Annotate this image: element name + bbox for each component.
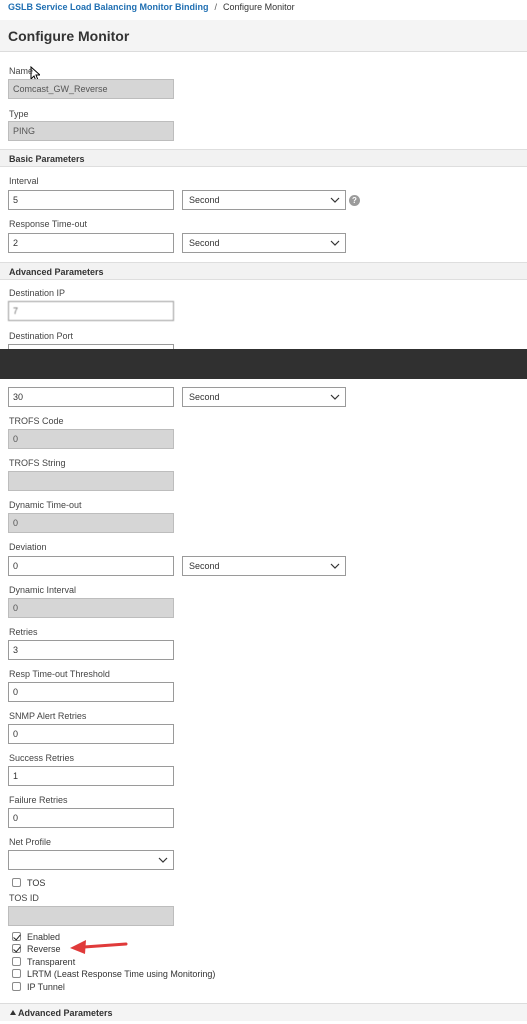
trofs-code-field: 0	[8, 429, 174, 449]
breadcrumb-parent-link[interactable]: GSLB Service Load Balancing Monitor Binding	[8, 2, 209, 12]
retries-input[interactable]: 3	[8, 640, 174, 660]
down-time-unit-select[interactable]	[182, 387, 346, 407]
tos-id-field	[8, 906, 174, 926]
deviation-label: Deviation	[9, 542, 47, 552]
advanced-parameters-toggle[interactable]	[0, 1003, 527, 1021]
lrtm-label: LRTM (Least Response Time using Monitoring)	[27, 968, 216, 979]
tos-id-label: TOS ID	[9, 893, 39, 903]
overlay-bar	[0, 349, 527, 379]
help-icon[interactable]: ?	[349, 195, 360, 206]
failure-retries-label: Failure Retries	[9, 795, 68, 805]
option-ip-tunnel-row[interactable]	[12, 981, 65, 992]
option-transparent-row[interactable]	[12, 956, 75, 967]
chevron-down-icon	[330, 195, 340, 205]
chevron-down-icon	[158, 855, 168, 865]
chevron-down-icon	[330, 392, 340, 402]
resp-timeout-threshold-label: Resp Time-out Threshold	[9, 669, 110, 679]
reverse-label: Reverse	[27, 943, 61, 954]
dynamic-timeout-label: Dynamic Time-out	[9, 500, 82, 510]
response-timeout-unit-select[interactable]	[182, 233, 346, 253]
trofs-code-label: TROFS Code	[9, 416, 64, 426]
enabled-label: Enabled	[27, 931, 61, 942]
down-time-input[interactable]: 30	[8, 387, 174, 407]
breadcrumb-separator: /	[214, 2, 218, 12]
net-profile-label: Net Profile	[9, 837, 52, 847]
transparent-label: Transparent	[27, 956, 76, 967]
interval-unit-select[interactable]	[182, 190, 346, 210]
ip-tunnel-label: IP Tunnel	[27, 981, 65, 992]
dynamic-timeout-field: 0	[8, 513, 174, 533]
chevron-down-icon	[330, 238, 340, 248]
response-timeout-input[interactable]: 2	[8, 233, 174, 253]
tos-checkbox-row[interactable]	[12, 877, 45, 888]
interval-input[interactable]: 5	[8, 190, 174, 210]
dynamic-interval-label: Dynamic Interval	[9, 585, 77, 595]
breadcrumb-current: Configure Monitor	[223, 2, 295, 12]
advanced-parameters-section	[0, 262, 527, 280]
interval-unit-value: Second	[189, 195, 220, 205]
snmp-alert-retries-input[interactable]: 0	[8, 724, 174, 744]
dynamic-interval-field: 0	[8, 598, 174, 618]
name-field: Comcast_GW_Reverse	[8, 79, 174, 99]
title-bar	[0, 20, 527, 52]
success-retries-label: Success Retries	[9, 753, 75, 763]
chevron-down-icon	[330, 561, 340, 571]
interval-label: Interval	[9, 176, 39, 186]
down-time-unit-value: Second	[189, 392, 220, 402]
lrtm-checkbox[interactable]	[12, 969, 21, 978]
net-profile-select[interactable]	[8, 850, 174, 870]
destination-port-label: Destination Port	[9, 331, 74, 341]
breadcrumb	[8, 2, 295, 12]
deviation-input[interactable]: 0	[8, 556, 174, 576]
type-label: Type	[9, 109, 29, 119]
enabled-checkbox[interactable]	[12, 932, 21, 941]
advanced-parameters-toggle-label: Advanced Parameters	[18, 1008, 113, 1018]
tos-checkbox[interactable]	[12, 878, 21, 887]
basic-parameters-title: Basic Parameters	[9, 154, 85, 164]
failure-retries-input[interactable]: 0	[8, 808, 174, 828]
name-label: Name	[9, 66, 34, 76]
response-timeout-label: Response Time-out	[9, 219, 88, 229]
snmp-alert-retries-label: SNMP Alert Retries	[9, 711, 87, 721]
deviation-unit-value: Second	[189, 561, 220, 571]
trofs-string-label: TROFS String	[9, 458, 66, 468]
response-timeout-unit-value: Second	[189, 238, 220, 248]
ip-tunnel-checkbox[interactable]	[12, 982, 21, 991]
destination-ip-input[interactable]: 7	[8, 301, 174, 321]
deviation-unit-select[interactable]	[182, 556, 346, 576]
destination-ip-label: Destination IP	[9, 288, 66, 298]
retries-label: Retries	[9, 627, 38, 637]
annotation-arrow-icon	[68, 935, 130, 955]
advanced-parameters-title: Advanced Parameters	[9, 267, 104, 277]
type-field: PING	[8, 121, 174, 141]
option-reverse-row[interactable]	[12, 943, 61, 954]
tos-label: TOS	[27, 877, 46, 888]
option-enabled-row[interactable]	[12, 931, 60, 942]
basic-parameters-section	[0, 149, 527, 167]
success-retries-input[interactable]: 1	[8, 766, 174, 786]
trofs-string-field	[8, 471, 174, 491]
page-title: Configure Monitor	[8, 28, 130, 44]
transparent-checkbox[interactable]	[12, 957, 21, 966]
reverse-checkbox[interactable]	[12, 944, 21, 953]
resp-timeout-threshold-input[interactable]: 0	[8, 682, 174, 702]
caret-up-icon	[10, 1010, 16, 1015]
option-lrtm-row[interactable]	[12, 968, 215, 979]
